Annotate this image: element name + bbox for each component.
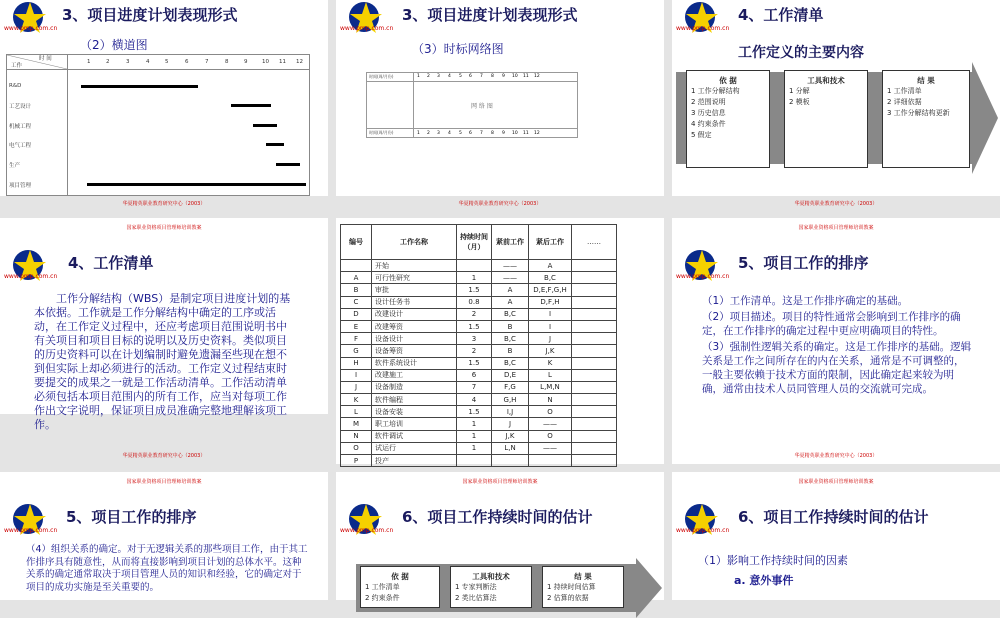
table-row	[341, 284, 617, 296]
site-url: www.pmp.com.cn	[676, 25, 730, 32]
month-label: 11	[523, 74, 529, 79]
column-header: 紧后工作	[529, 225, 572, 260]
output-box	[882, 70, 970, 168]
network-center-label: 网 络 图	[471, 103, 493, 110]
cell-pred: B,C	[492, 308, 529, 320]
column-header: 持续时间（月）	[457, 225, 492, 260]
cell-id: A	[341, 272, 372, 284]
cell-id: P	[341, 455, 372, 467]
cell-duration: 1	[457, 418, 492, 430]
month-label: 3	[437, 74, 440, 79]
slide-3-work-list[interactable]	[672, 0, 1000, 207]
table-row	[341, 272, 617, 284]
cell-name: 职工培训	[372, 418, 457, 430]
cell-id: N	[341, 430, 372, 442]
table-row	[341, 418, 617, 430]
cell-id: B	[341, 284, 372, 296]
output-box	[542, 566, 624, 608]
slide-header	[672, 248, 1000, 284]
header-note: 国家职业资格项目管理师培训教案	[462, 479, 538, 485]
factor-subitem: a. 意外事件	[734, 574, 794, 587]
month-label: 1	[87, 59, 91, 65]
month-label: 3	[126, 59, 130, 65]
list-item: （3）强制性逻辑关系的确定。这是工作排序的基础。逻辑关系是工作之间所存在的内在关系，通常是不可调整的，一般主要依赖于技术方面的限制，因此确定起来较为明确，通常由技术人员同管理人员的交流就可完成。	[702, 341, 972, 395]
cell-pred: ——	[492, 260, 529, 272]
gantt-bar-process-design	[231, 104, 271, 107]
table-row	[341, 345, 617, 357]
cell-pred: I,J	[492, 406, 529, 418]
tools-box	[450, 566, 532, 608]
cell-name: 改建施工	[372, 369, 457, 381]
cell-duration	[457, 260, 492, 272]
cell-pred: L,N	[492, 442, 529, 454]
cell-name: 改建筹资	[372, 320, 457, 332]
month-label: 3	[437, 131, 440, 136]
cell-succ: D,F,H	[529, 296, 572, 308]
cell-duration: 7	[457, 381, 492, 393]
cell-pred: J,K	[492, 430, 529, 442]
month-label: 2	[427, 74, 430, 79]
cell-id: G	[341, 345, 372, 357]
cell-succ: I	[529, 308, 572, 320]
cell-name: 可行性研究	[372, 272, 457, 284]
slide-6-sequencing[interactable]	[672, 218, 1000, 464]
table-row	[341, 381, 617, 393]
slide-title: 5、项目工作的排序	[738, 254, 869, 272]
table-row	[341, 357, 617, 369]
cell-pred: B,C	[492, 333, 529, 345]
corner-work-label: 工作	[11, 63, 23, 69]
cell-succ: K	[529, 357, 572, 369]
table-row	[341, 394, 617, 406]
box-heading: 依 据	[719, 76, 737, 85]
header-note: 国家职业资格项目管理师培训教案	[126, 225, 202, 231]
cell-succ: ——	[529, 418, 572, 430]
cell-duration: 6	[457, 369, 492, 381]
column-header: 编号	[341, 225, 372, 260]
month-label: 4	[448, 131, 451, 136]
time-network-diagram	[366, 72, 578, 138]
slide-2-time-network[interactable]	[336, 0, 664, 207]
cell-duration: 1.5	[457, 320, 492, 332]
box-heading: 工具和技术	[807, 76, 845, 85]
cell-duration: 1	[457, 272, 492, 284]
table-row	[341, 320, 617, 332]
month-label: 5	[459, 131, 462, 136]
cell-duration: 1	[457, 430, 492, 442]
table-row	[341, 455, 617, 467]
body-paragraph: 工作分解结构（WBS）是制定项目进度计划的基本依据。工作就是工作分解结构中确定的工序或活动，在工作定义过程中，还应考虑项目范围说明书中有关项目和项目目标的说明以及历史资料。类似项目的历史资料可以在计划编制时避免遗漏至些现在想不到但实际上却必须进行的活动。工作定义过程结束时要提交的成果之一就是工作活动清单。工作活动清单必须包括本项目范围内的所有工作，应当对每项工作作出文字说明，保证项目成员准确完整地理解该项工作。	[34, 292, 291, 431]
cell-id: H	[341, 357, 372, 369]
box-item: 5 假定	[691, 131, 712, 139]
cell-succ: I	[529, 320, 572, 332]
cell-pred: B,C	[492, 357, 529, 369]
cell-pred: ——	[492, 272, 529, 284]
month-label: 8	[491, 74, 494, 79]
cell-id: C	[341, 296, 372, 308]
cell-pred: F,G	[492, 381, 529, 393]
cell-name: 设备设计	[372, 333, 457, 345]
cell-duration: 2	[457, 345, 492, 357]
slide-footer: 华夏精英职业教育研究中心（2003）	[794, 201, 878, 207]
box-item: 1 工作清单	[365, 583, 400, 591]
table-row	[341, 406, 617, 418]
cell-succ: D,E,F,G,H	[529, 284, 572, 296]
slide-footer: 华夏精英职业教育研究中心（2003）	[794, 453, 878, 459]
cell-name: 软件调试	[372, 430, 457, 442]
cell-pred	[492, 455, 529, 467]
body-paragraph: （4）组织关系的确定。对于无逻辑关系的那些项目工作，由于其工作排序具有随意性，从而将直接影响到项目计划的总体水平。这种关系的确定通常取决于项目管理人员的知识和经验，它的确定对于项目的成功实施是至关重要的。	[26, 544, 308, 593]
month-label: 6	[185, 59, 189, 65]
box-item: 2 模板	[789, 98, 810, 106]
cell-name: 改建设计	[372, 308, 457, 320]
gantt-bar-electrical	[266, 143, 284, 146]
cell-duration: 4	[457, 394, 492, 406]
slide-title: 3、项目进度计划表现形式	[402, 6, 578, 24]
month-label: 8	[225, 59, 229, 65]
slide-footer: 华夏精英职业教育研究中心（2003）	[458, 201, 542, 207]
slide-5-work-table[interactable]	[336, 218, 664, 464]
month-label: 12	[296, 59, 303, 65]
cell-pred: B	[492, 320, 529, 332]
header-note: 国家职业资格项目管理师培训教案	[798, 225, 874, 231]
header-note: 国家职业资格项目管理师培训教案	[798, 479, 874, 485]
month-label: 2	[427, 131, 430, 136]
gantt-row-label: 电气工程	[9, 143, 32, 149]
month-label: 5	[459, 74, 462, 79]
table-row	[341, 260, 617, 272]
cell-id: M	[341, 418, 372, 430]
cell-succ: O	[529, 406, 572, 418]
table-header-row	[341, 225, 617, 260]
cell-id: E	[341, 320, 372, 332]
section-heading: 工作定义的主要内容	[738, 45, 864, 61]
gantt-row-label: 机械工程	[9, 124, 32, 130]
month-label: 10	[512, 74, 518, 79]
cell-duration: 1	[457, 442, 492, 454]
cell-succ: O	[529, 430, 572, 442]
slide-header	[0, 0, 328, 36]
slide-header	[336, 0, 664, 36]
corner-time-label: 时 间	[39, 56, 52, 62]
month-label: 9	[244, 59, 248, 65]
site-url: www.pmp.com.cn	[340, 527, 394, 534]
box-heading: 结 果	[574, 572, 592, 581]
work-table	[340, 224, 617, 467]
table-row	[341, 442, 617, 454]
box-item: 2 范围说明	[691, 98, 726, 106]
column-header: ……	[572, 225, 617, 260]
month-label: 9	[502, 131, 505, 136]
slide-title: 4、工作清单	[68, 254, 154, 272]
cell-name: 投产	[372, 455, 457, 467]
month-label: 12	[534, 74, 540, 79]
cell-name: 开始	[372, 260, 457, 272]
table-row	[341, 333, 617, 345]
month-label: 4	[448, 74, 451, 79]
cell-succ: J,K	[529, 345, 572, 357]
cell-duration: 1.5	[457, 406, 492, 418]
gantt-bar-production	[276, 163, 300, 166]
cell-pred: A	[492, 296, 529, 308]
cell-succ	[529, 455, 572, 467]
month-label: 8	[491, 131, 494, 136]
cell-succ: N	[529, 394, 572, 406]
cell-duration: 0.8	[457, 296, 492, 308]
slide-1-gantt[interactable]	[0, 0, 328, 207]
column-header: 工作名称	[372, 225, 457, 260]
month-label: 9	[502, 74, 505, 79]
cell-succ: A	[529, 260, 572, 272]
box-item: 3 工作分解结构更新	[887, 109, 950, 117]
cell-name: 试运行	[372, 442, 457, 454]
slide-7-sequencing-cont[interactable]	[0, 472, 328, 600]
box-heading: 结 果	[917, 76, 935, 85]
cell-name: 设计任务书	[372, 296, 457, 308]
month-label: 11	[523, 131, 529, 136]
list-item: （1）工作清单。这是工作排序确定的基础。	[702, 295, 909, 307]
axis-label-top: 时间(周/月份)	[369, 74, 394, 79]
box-item: 1 专家判断法	[455, 583, 497, 591]
month-label: 7	[480, 74, 483, 79]
site-url: www.pmp.com.cn	[4, 25, 58, 32]
box-item: 2 类比估算法	[455, 594, 497, 602]
box-heading: 依 据	[391, 572, 409, 581]
slide-8-duration-estimate[interactable]	[336, 472, 664, 600]
site-url: www.pmp.com.cn	[4, 273, 58, 280]
box-item: 1 工作清单	[887, 87, 922, 95]
slide-footer: 华夏精英职业教育研究中心（2003）	[122, 453, 206, 459]
slide-footer: 华夏精英职业教育研究中心（2003）	[122, 201, 206, 207]
month-label: 1	[417, 74, 420, 79]
box-item: 2 详细依据	[887, 98, 922, 106]
slide-9-duration-factors[interactable]	[672, 472, 1000, 600]
gantt-bar-pm	[87, 183, 306, 186]
month-label: 12	[534, 131, 540, 136]
gantt-bar-mechanical	[253, 124, 277, 127]
slide-header	[672, 0, 1000, 36]
site-url: www.pmp.com.cn	[4, 527, 58, 534]
input-box	[686, 70, 770, 168]
slide-title: 3、项目进度计划表现形式	[62, 6, 238, 24]
cell-succ: B,C	[529, 272, 572, 284]
cell-pred: J	[492, 418, 529, 430]
cell-succ: J	[529, 333, 572, 345]
cell-duration	[457, 455, 492, 467]
cell-name: 审批	[372, 284, 457, 296]
cell-pred: B	[492, 345, 529, 357]
box-heading: 工具和技术	[472, 572, 510, 581]
slide-header	[0, 248, 328, 284]
site-url: www.pmp.com.cn	[340, 25, 394, 32]
factor-item: （1）影响工作持续时间的因素	[698, 554, 848, 567]
cell-id: O	[341, 442, 372, 454]
table-row	[341, 369, 617, 381]
month-label: 1	[417, 131, 420, 136]
month-label: 6	[469, 131, 472, 136]
list-item: （2）项目描述。项目的特性通常会影响到工作排序的确定，在工作排序的确定过程中更应明确项目的特性。	[702, 311, 961, 337]
month-label: 10	[262, 59, 269, 65]
cell-name: 软件编程	[372, 394, 457, 406]
cell-succ: L,M,N	[529, 381, 572, 393]
gantt-bar-rd	[81, 85, 198, 88]
slide-title: 6、项目工作持续时间的估计	[402, 508, 593, 526]
gantt-row-label: 生产	[9, 163, 21, 169]
cell-succ: L	[529, 369, 572, 381]
box-item: 2 估算的依据	[547, 594, 589, 602]
cell-id	[341, 260, 372, 272]
slide-title: 5、项目工作的排序	[66, 508, 197, 526]
gantt-chart	[6, 54, 310, 196]
slide-title: 4、工作清单	[738, 6, 824, 24]
slide-header	[336, 502, 664, 538]
box-item: 1 工作分解结构	[691, 87, 740, 95]
cell-duration: 3	[457, 333, 492, 345]
column-header: 紧前工作	[492, 225, 529, 260]
input-box	[360, 566, 440, 608]
cell-id: I	[341, 369, 372, 381]
cell-name: 设备筹资	[372, 345, 457, 357]
cell-duration: 1.5	[457, 284, 492, 296]
month-label: 10	[512, 131, 518, 136]
month-label: 11	[279, 59, 286, 65]
cell-pred: D,E	[492, 369, 529, 381]
gantt-row-label: 工艺设计	[9, 104, 32, 110]
month-label: 4	[146, 59, 150, 65]
box-item: 4 约束条件	[691, 120, 726, 128]
site-url: www.pmp.com.cn	[676, 527, 730, 534]
month-label: 6	[469, 74, 472, 79]
cell-name: 设备制造	[372, 381, 457, 393]
cell-succ: ——	[529, 442, 572, 454]
table-row	[341, 430, 617, 442]
box-item: 1 持续时间估算	[547, 583, 596, 591]
cell-pred: G,H	[492, 394, 529, 406]
slide-subtitle: （3）时标网络图	[412, 42, 504, 56]
cell-id: K	[341, 394, 372, 406]
slide-title: 6、项目工作持续时间的估计	[738, 508, 929, 526]
table-row	[341, 308, 617, 320]
cell-pred: A	[492, 284, 529, 296]
gantt-row-label: R&D	[9, 83, 22, 89]
sequencing-list	[702, 294, 974, 396]
cell-name: 设备安装	[372, 406, 457, 418]
cell-id: J	[341, 381, 372, 393]
box-item: 1 分解	[789, 87, 810, 95]
slide-subtitle: （2）横道图	[80, 38, 148, 52]
gantt-row-label: 项目管理	[9, 183, 32, 189]
cell-name: 软件系统设计	[372, 357, 457, 369]
box-item: 3 历史信息	[691, 109, 726, 117]
cell-duration: 2	[457, 308, 492, 320]
cell-id: F	[341, 333, 372, 345]
table-row	[341, 296, 617, 308]
slide-header	[672, 502, 1000, 538]
month-label: 2	[106, 59, 110, 65]
slide-4-wbs-text[interactable]	[0, 218, 328, 459]
cell-duration: 1.5	[457, 357, 492, 369]
site-url: www.pmp.com.cn	[676, 273, 730, 280]
slide-header	[0, 502, 328, 538]
tools-box	[784, 70, 868, 168]
cell-id: D	[341, 308, 372, 320]
month-label: 5	[165, 59, 169, 65]
month-label: 7	[480, 131, 483, 136]
cell-id: L	[341, 406, 372, 418]
box-item: 2 约束条件	[365, 594, 400, 602]
axis-label-bottom: 时间(周/月份)	[369, 130, 394, 135]
header-note: 国家职业资格项目管理师培训教案	[126, 479, 202, 485]
month-label: 7	[205, 59, 209, 65]
